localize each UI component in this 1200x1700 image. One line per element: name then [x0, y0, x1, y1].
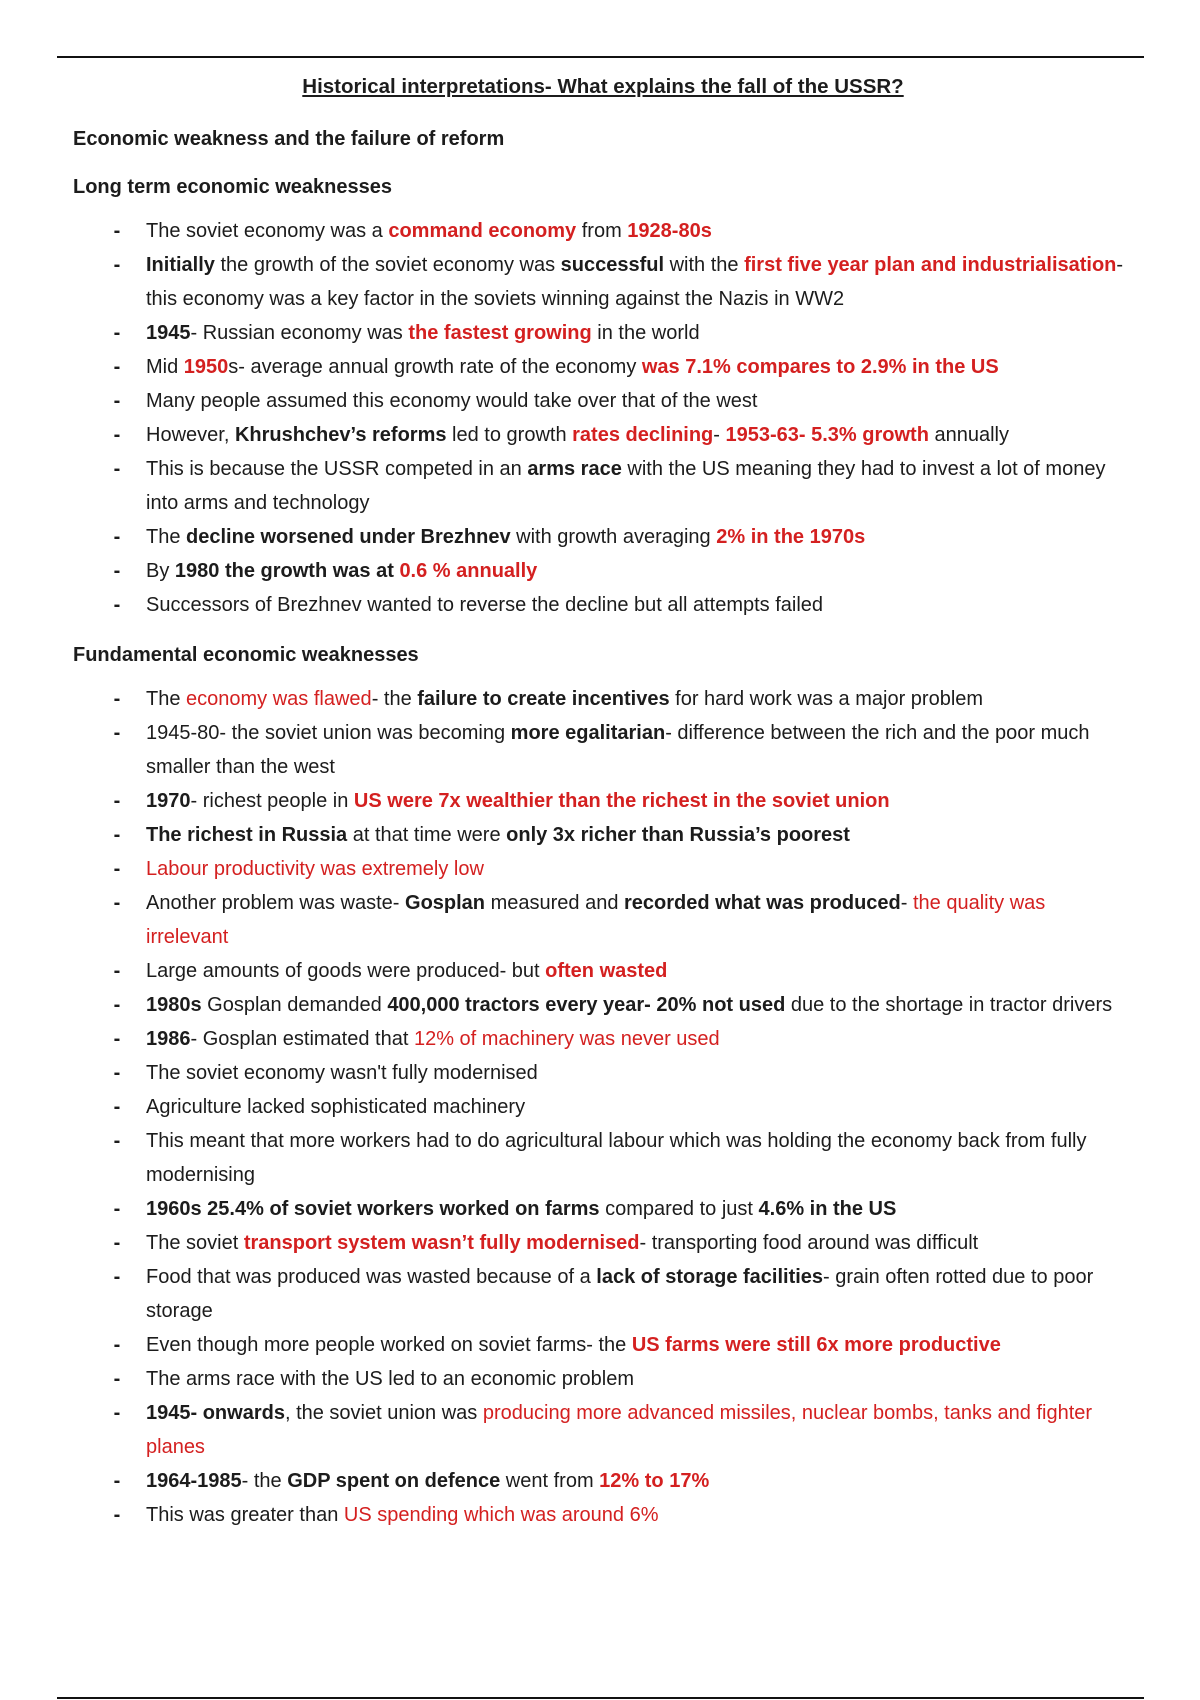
list-item [73, 886, 1133, 954]
list-item [73, 852, 1133, 886]
list-item [73, 1260, 1133, 1328]
text-run: producing more advanced missiles, nuclear bombs, tanks and fighter planes [146, 1402, 1093, 1458]
text-run: Initially [146, 254, 215, 276]
bullet-dash: - [113, 1266, 121, 1288]
text-run: went from [500, 1470, 600, 1492]
text-run: 1928-80s [627, 220, 712, 242]
text-run: 1945 [146, 322, 191, 344]
text-run: Many people assumed this economy would take over that of the west [146, 390, 758, 412]
text-run: Gosplan [405, 892, 486, 914]
text-run: 400,000 tractors every year- 20% not used [387, 994, 786, 1016]
text-run: decline worsened under Brezhnev [186, 526, 511, 548]
text-run: US were 7x wealthier than the richest in the soviet union [353, 790, 890, 812]
text-run: rates declining [572, 424, 714, 446]
bullet-dash: - [113, 1470, 121, 1492]
text-run: , the soviet union was [284, 1402, 483, 1424]
list-item [73, 1226, 1133, 1260]
bullet-dash: - [113, 1402, 121, 1424]
text-run: - [713, 424, 726, 446]
text-run: with the [664, 254, 745, 276]
text-run: - the [241, 1470, 288, 1492]
text-run: - [900, 892, 913, 914]
list-item [73, 350, 1133, 384]
bullet-dash: - [113, 994, 121, 1016]
text-run: compared to just [599, 1198, 759, 1220]
page-title: Historical interpretations- What explains the fall of the USSR? [302, 75, 904, 98]
text-run: in the world [591, 322, 700, 344]
text-run: 12% of machinery was never used [413, 1028, 720, 1050]
text-run: Agriculture lacked sophisticated machinery [146, 1096, 526, 1118]
text-run: This meant that more workers had to do agricultural labour which was holding the economy back from fully modernising [146, 1130, 1087, 1186]
text-run: This is because the USSR competed in an [146, 458, 528, 480]
bullet-dash: - [113, 322, 121, 344]
list-item [73, 818, 1133, 852]
text-run: Large amounts of goods were produced- but [146, 960, 546, 982]
bullet-dash: - [113, 1334, 121, 1356]
text-run: - Gosplan estimated that [190, 1028, 414, 1050]
text-run: Even though more people worked on soviet farms- the [146, 1334, 632, 1356]
text-run: The soviet [146, 1232, 244, 1254]
bullet-dash: - [113, 1062, 121, 1084]
bullet-dash: - [113, 790, 121, 812]
text-run: 4.6% in the US [758, 1198, 897, 1220]
text-run: more egalitarian [510, 722, 666, 744]
list-item [73, 1056, 1133, 1090]
text-run: 1953-63- 5.3% growth [725, 424, 929, 446]
section-fundamental [73, 640, 1133, 1532]
list-item [73, 1124, 1133, 1192]
list-item [73, 1022, 1133, 1056]
text-run: 1986 [146, 1028, 191, 1050]
text-run: Food that was produced was wasted because of a [146, 1266, 597, 1288]
text-run: 1980 the growth was at [174, 560, 394, 582]
text-run: 1945- onwards [146, 1402, 285, 1424]
text-run: - difference between the rich and the poor much smaller than the west [146, 722, 1090, 778]
list-item [73, 384, 1133, 418]
text-run: annually [928, 424, 1009, 446]
top-rule [57, 56, 1144, 58]
list-item [73, 248, 1133, 316]
text-run: for hard work was a major problem [669, 688, 984, 710]
text-run: at that time were [347, 824, 507, 846]
list-item [73, 1328, 1133, 1362]
text-run: the fastest growing [408, 322, 592, 344]
bullet-dash: - [113, 390, 121, 412]
text-run: the growth of the soviet economy was [214, 254, 561, 276]
list-item [73, 1362, 1133, 1396]
text-run: 0.6 % annually [399, 560, 538, 582]
text-run: The [146, 526, 187, 548]
bullet-dash: - [113, 220, 121, 242]
text-run: transport system wasn’t fully modernised [243, 1232, 640, 1254]
text-run: 1950 [183, 356, 229, 378]
text-run: often wasted [545, 960, 668, 982]
text-run: The soviet economy wasn't fully modernised [146, 1062, 538, 1084]
list-item [73, 1498, 1133, 1532]
list-item [73, 1192, 1133, 1226]
text-run: lack of storage facilities [596, 1266, 824, 1288]
text-run: due to the shortage in tractor drivers [785, 994, 1113, 1016]
bullet-dash: - [113, 824, 121, 846]
bullet-list [73, 682, 1133, 1532]
text-run: 1945-80- the soviet union was becoming [146, 722, 511, 744]
subheading-fundamental: Fundamental economic weaknesses [73, 644, 419, 666]
bullet-dash: - [113, 960, 121, 982]
document-page [73, 72, 1133, 1550]
text-run: GDP spent on defence [287, 1470, 501, 1492]
text-run: failure to create incentives [417, 688, 670, 710]
section-heading: Economic weakness and the failure of reform [73, 128, 505, 150]
list-item [73, 1464, 1133, 1498]
list-item [73, 520, 1133, 554]
list-item [73, 588, 1133, 622]
text-run: The soviet economy was a [146, 220, 389, 242]
text-run: Mid [146, 356, 184, 378]
text-run: Khrushchev’s reforms [234, 424, 447, 446]
bullet-dash: - [113, 688, 121, 710]
text-run: successful [560, 254, 665, 276]
bullet-dash: - [113, 560, 121, 582]
text-run: 1960s 25.4% of soviet workers worked on farms [146, 1198, 600, 1220]
text-run: with growth averaging [510, 526, 717, 548]
list-item [73, 682, 1133, 716]
bullet-dash: - [113, 1130, 121, 1152]
text-run: measured and [485, 892, 625, 914]
bullet-list [73, 214, 1133, 622]
text-run: first five year plan and industrialisation [744, 254, 1117, 276]
bullet-dash: - [113, 526, 121, 548]
text-run: 1964-1985 [146, 1470, 242, 1492]
list-item [73, 784, 1133, 818]
text-run: - richest people in [190, 790, 354, 812]
text-run: The richest in Russia [146, 824, 348, 846]
text-run: US farms were still 6x more productive [631, 1334, 1001, 1356]
text-run: - the [371, 688, 418, 710]
text-run: was 7.1% compares to 2.9% in the US [641, 356, 999, 378]
list-item [73, 316, 1133, 350]
list-item [73, 988, 1133, 1022]
bullet-dash: - [113, 892, 121, 914]
text-run: only 3x richer than Russia’s poorest [506, 824, 850, 846]
bullet-dash: - [113, 1232, 121, 1254]
list-item [73, 452, 1133, 520]
text-run: - grain often rotted due to poor storage [146, 1266, 1094, 1322]
bullet-dash: - [113, 1368, 121, 1390]
bullet-dash: - [113, 1096, 121, 1118]
list-item [73, 214, 1133, 248]
list-item [73, 418, 1133, 452]
text-run: 12% to 17% [599, 1470, 710, 1492]
bullet-dash: - [113, 254, 121, 276]
text-run: - this economy was a key factor in the soviets winning against the Nazis in WW2 [146, 254, 1124, 310]
bullet-dash: - [113, 1028, 121, 1050]
text-run: The [146, 688, 187, 710]
text-run: However, [146, 424, 235, 446]
text-run: from [576, 220, 628, 242]
text-run: command economy [388, 220, 577, 242]
text-run: - transporting food around was difficult [639, 1232, 979, 1254]
bullet-dash: - [113, 1198, 121, 1220]
text-run: Gosplan demanded [201, 994, 388, 1016]
list-item [73, 1396, 1133, 1464]
text-run: Another problem was waste- [146, 892, 406, 914]
text-run: Labour productivity was extremely low [146, 858, 484, 880]
bullet-dash: - [113, 594, 121, 616]
list-item [73, 554, 1133, 588]
text-run: By [146, 560, 175, 582]
bullet-dash: - [113, 356, 121, 378]
bullet-dash: - [113, 1504, 121, 1526]
text-run: This was greater than [146, 1504, 344, 1526]
text-run: recorded what was produced [624, 892, 901, 914]
text-run: The arms race with the US led to an economic problem [146, 1368, 634, 1390]
text-run: with the US meaning they had to invest a lot of money into arms and technology [146, 458, 1106, 514]
bullet-dash: - [113, 424, 121, 446]
list-item [73, 954, 1133, 988]
text-run: 2% in the 1970s [716, 526, 866, 548]
text-run: s- average annual growth rate of the economy [228, 356, 642, 378]
text-run: economy was flawed [186, 688, 372, 710]
text-run: the quality was irrelevant [146, 892, 1046, 948]
text-run: Successors of Brezhnev wanted to reverse the decline but all attempts failed [146, 594, 824, 616]
bullet-dash: - [113, 458, 121, 480]
text-run: led to growth [446, 424, 573, 446]
text-run: - Russian economy was [190, 322, 409, 344]
list-item [73, 716, 1133, 784]
subheading-long-term: Long term economic weaknesses [73, 176, 393, 198]
bottom-rule [57, 1697, 1144, 1699]
text-run: 1970 [146, 790, 191, 812]
text-run: 1980s [146, 994, 202, 1016]
bullet-dash: - [113, 858, 121, 880]
text-run: US spending which was around 6% [343, 1504, 659, 1526]
list-item [73, 1090, 1133, 1124]
bullet-dash: - [113, 722, 121, 744]
text-run: arms race [527, 458, 622, 480]
section-long-term [73, 172, 1133, 622]
